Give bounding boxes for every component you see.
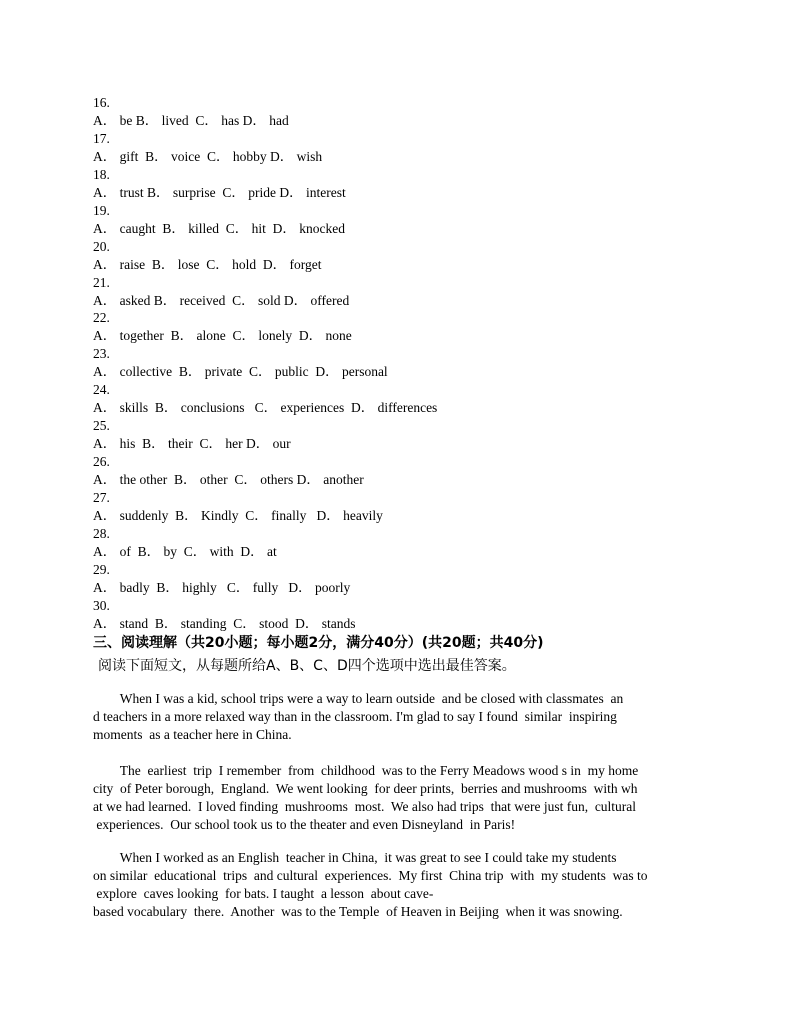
question-options: A． badly B． highly C． fully D． poorly <box>93 579 351 595</box>
question-number: 28. <box>93 525 110 541</box>
question-number: 18. <box>93 166 110 182</box>
question-number: 23. <box>93 346 110 362</box>
section-heading: 三、阅读理解（共20小题；每小题2分，满分40分）(共20题；共40分) <box>93 635 544 651</box>
passage-line: moments as a teacher here in China. <box>93 727 292 742</box>
passage-line: at we had learned. I loved finding mushrooms most. We also had trips that were just fun, cultural <box>93 799 637 814</box>
question-options: A． raise B． lose C． hold D． forget <box>93 256 322 272</box>
passage-line: based vocabulary there. Another was to the Temple of Heaven in Beijing when it was snowing. <box>93 904 623 919</box>
question-number: 22. <box>93 310 110 326</box>
question-options: A． suddenly B． Kindly C． finally D． heavily <box>93 507 383 523</box>
question-number: 27. <box>93 489 110 505</box>
question-number: 21. <box>93 274 110 290</box>
question-options: A． the other B． other C． others D． another <box>93 472 364 487</box>
question-options: A． asked B． received C． sold D． offered <box>93 292 350 308</box>
question-options: A． skills B． conclusions C． experiences D． differences <box>93 400 438 416</box>
question-options: A． caught B． killed C． hit D． knocked <box>93 220 345 236</box>
question-options: A． his B． their C． her D． our <box>93 436 291 452</box>
question-number: 25. <box>93 418 110 434</box>
passage-paragraph <box>93 762 701 834</box>
question-options: A． together B． alone C． lonely D． none <box>93 328 352 344</box>
question-options: A． collective B． private C． public D． personal <box>93 364 388 380</box>
question-number: 20. <box>93 238 110 254</box>
question-options: A． stand B． standing C． stood D． stands <box>93 615 356 631</box>
passage-paragraph <box>93 690 701 744</box>
question-number: 26. <box>93 454 110 469</box>
passage-line: experiences. Our school took us to the theater and even Disneyland in Paris! <box>93 817 516 832</box>
passage-line: d teachers in a more relaxed way than in the classroom. I'm glad to say I found similar inspiring <box>93 709 617 724</box>
question-options: A． trust B． surprise C． pride D． interest <box>93 184 346 200</box>
question-options: A． be B． lived C． has D． had <box>93 113 289 128</box>
passage-line: city of Peter borough, England. We went looking for deer prints, berries and mushrooms with wh <box>93 781 638 796</box>
question-number: 16. <box>93 95 110 110</box>
passage-line: When I worked as an English teacher in China, it was great to see I could take my students <box>93 850 617 865</box>
passage-line: on similar educational trips and cultural experiences. My first China trip with my students was to <box>93 868 648 883</box>
question-options: A． of B． by C． with D． at <box>93 543 277 559</box>
question-number: 29. <box>93 561 110 577</box>
question-number: 30. <box>93 597 110 613</box>
question-number: 17. <box>93 130 110 146</box>
question-number: 19. <box>93 202 110 218</box>
question-options: A． gift B． voice C． hobby D． wish <box>93 148 323 164</box>
passage-line: When I was a kid, school trips were a way to learn outside and be closed with classmates an <box>93 691 624 706</box>
passage-paragraph <box>93 849 701 921</box>
passage-line: explore caves looking for bats. I taught a lesson about cave- <box>93 886 434 901</box>
question-number: 24. <box>93 382 110 398</box>
section-instruction: 阅读下面短文，从每题所给A、B、C、D四个选项中选出最佳答案。 <box>98 658 516 674</box>
passage-line: The earliest trip I remember from childhood was to the Ferry Meadows wood s in my home <box>93 763 639 778</box>
